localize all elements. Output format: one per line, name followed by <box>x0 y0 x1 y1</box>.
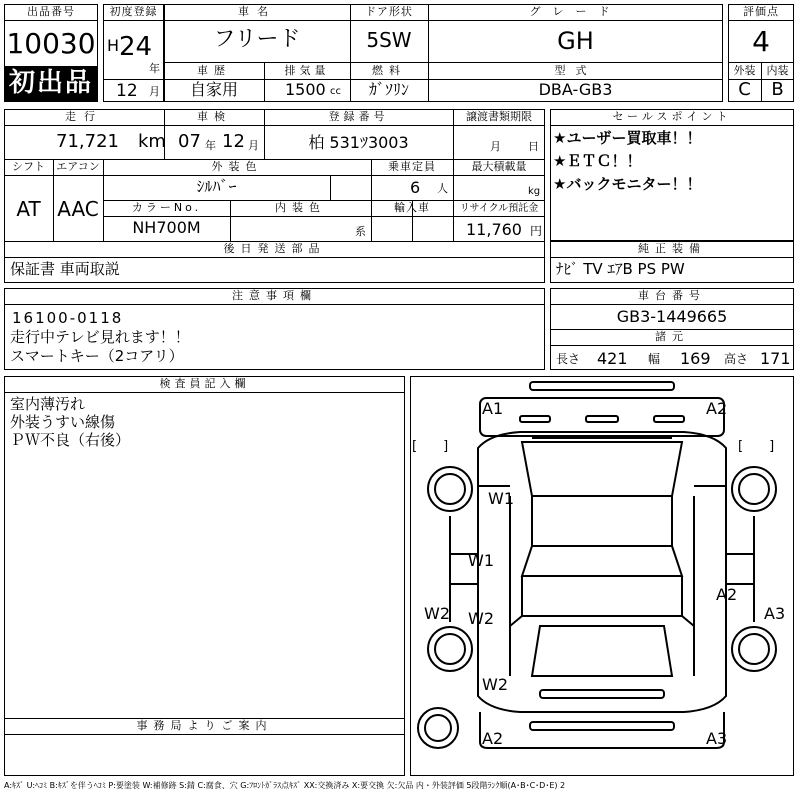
bracket-left: [ ] <box>412 439 449 454</box>
width: 169 <box>680 349 711 368</box>
legend: A:ｷｽﾞ U:ﾍｺﾐ B:ｷｽﾞを伴うﾍｺﾐ P:要塗装 W:補修跡 S:錆 C:腐食、穴 G:ﾌﾛﾝﾄｶﾞﾗｽ点ｷｽﾞ XX:交換済み X:要交換 欠:欠品 内・外装評価 5段階ﾗﾝｸ順(A･B･C･D･E) 2 <box>4 781 566 790</box>
insp-month-unit: 月 <box>248 139 259 152</box>
displacement-unit: cc <box>330 86 341 97</box>
mark-w2-side: W2 <box>424 604 450 623</box>
capacity-label: 乗車定員 <box>388 160 436 173</box>
later-parts-label: 後日発送部品 <box>223 242 326 255</box>
interior-grade: B <box>771 79 784 100</box>
sales-point-2: ★ＥＴＣ！！ <box>553 152 642 170</box>
shift-label: シフト <box>12 160 45 173</box>
inspector-label: 検査員記入欄 <box>159 377 250 390</box>
ac-label: エアコン <box>56 160 100 173</box>
mark-w2-rear-door: W2 <box>468 609 494 628</box>
color-number: NH700M <box>132 218 201 237</box>
insp-year-unit: 年 <box>205 139 216 152</box>
note-line-1: 16100-0118 <box>12 309 124 327</box>
later-parts: 保証書 車両取説 <box>10 260 120 278</box>
mark-a2-right: A2 <box>716 585 738 604</box>
transfer-label: 譲渡書類期限 <box>466 110 532 123</box>
color-no-label: カラーNo. <box>131 201 202 214</box>
mark-a1-front: A1 <box>482 399 504 418</box>
import-label: 輸入車 <box>394 201 430 214</box>
history: 自家用 <box>189 80 238 99</box>
mark-a2-front: A2 <box>706 399 728 418</box>
note-line-2: 走行中テレビ見れます！！ <box>10 328 190 346</box>
inspector-line-2: 外装うすい線傷 <box>10 413 116 431</box>
mileage-unit: km <box>138 131 166 152</box>
mark-a3-right: A3 <box>764 604 786 623</box>
mark-w1-hood: W1 <box>488 489 514 508</box>
exterior-color: ｼﾙﾊﾞｰ <box>196 177 237 196</box>
mark-w1-door: W1 <box>468 551 494 570</box>
exterior-label: 外装 <box>733 64 756 77</box>
equipment-label: 純正装備 <box>638 242 706 255</box>
inspection-label: 車検 <box>197 110 231 123</box>
shift: AT <box>16 197 41 221</box>
lot-number: 10030 <box>6 27 96 60</box>
color-label: 外装色 <box>211 160 263 173</box>
score: 4 <box>752 25 770 58</box>
length-label: 長さ <box>556 352 581 366</box>
equipment: ﾅﾋﾞ TV ｴｱB PS PW <box>556 260 685 278</box>
width-label: 幅 <box>648 352 661 366</box>
chassis-label: 車台番号 <box>638 289 706 302</box>
model: DBA-GB3 <box>538 80 613 99</box>
height-label: 高さ <box>724 352 749 366</box>
recycle-fee: 11,760 <box>466 220 522 239</box>
fuel: ｶﾞｿﾘﾝ <box>368 80 409 99</box>
reg-year: 24 <box>119 32 153 62</box>
model-label: 型式 <box>554 64 597 77</box>
exterior-grade: C <box>738 79 751 100</box>
mark-a3-rear: A3 <box>706 729 728 748</box>
length: 421 <box>597 349 628 368</box>
notes-label: 注意事項欄 <box>232 289 317 302</box>
grade-label: グレード <box>529 5 622 18</box>
mark-a2-rear: A2 <box>482 729 504 748</box>
car-name-label: 車名 <box>238 5 276 18</box>
transfer-month: 月 <box>490 140 501 153</box>
inspection-month: 12 <box>222 131 245 152</box>
sales-point-1: ★ユーザー買取車！！ <box>553 129 702 147</box>
mileage-label: 走行 <box>65 110 103 123</box>
recycle-unit: 円 <box>530 224 543 238</box>
interior-label: 内装 <box>766 64 789 77</box>
reg-no-label: 登録番号 <box>328 110 389 123</box>
month-unit: 月 <box>149 85 160 98</box>
sales-point-3: ★バックモニター！！ <box>553 175 702 193</box>
max-load-unit: kg <box>528 186 541 197</box>
era: H <box>107 36 120 55</box>
bracket-right: [ ] <box>738 439 775 454</box>
height: 171 <box>760 349 791 368</box>
capacity: 6 <box>410 178 421 197</box>
recycle-label: リサイクル預託金 <box>459 203 539 214</box>
transfer-day: 日 <box>528 140 539 153</box>
door-label: ドア形状 <box>365 5 413 18</box>
note-line-3: スマートキー（2コアリ） <box>10 347 184 365</box>
chassis-number: GB3-1449665 <box>616 307 728 326</box>
car-diagram <box>410 376 794 776</box>
lot-label: 出品番号 <box>27 5 75 18</box>
max-load-label: 最大積載量 <box>471 160 527 173</box>
fuel-label: 燃料 <box>372 64 406 77</box>
displacement-label: 排気量 <box>284 64 330 77</box>
inspector-line-3: ＰＷ不良（右後） <box>10 431 131 449</box>
registration-number: 柏 531ﾂ3003 <box>308 133 409 152</box>
air-conditioner: AAC <box>57 197 99 221</box>
year-unit: 年 <box>149 62 160 75</box>
car-name: フリード <box>213 27 301 52</box>
displacement: 1500 <box>285 80 326 99</box>
door-type: 5SW <box>366 28 412 52</box>
score-label: 評価点 <box>743 5 779 18</box>
specs-label: 諸元 <box>655 330 689 343</box>
int-color-label: 内装色 <box>275 201 326 214</box>
capacity-unit: 人 <box>437 182 448 195</box>
sales-point-label: セールスポイント <box>612 110 732 123</box>
office-label: 事務局よりご案内 <box>136 719 273 732</box>
mark-w2-quarter: W2 <box>482 675 508 694</box>
mileage: 71,721 <box>56 131 119 152</box>
inspection-year: 07 <box>178 131 201 152</box>
first-reg-label: 初度登録 <box>109 5 158 18</box>
history-label: 車歴 <box>197 64 231 77</box>
inspector-line-1: 室内薄汚れ <box>10 395 86 413</box>
grade: GH <box>557 27 594 55</box>
badge-text: 初出品 <box>8 68 93 98</box>
int-color-suffix: 系 <box>355 225 366 238</box>
reg-month: 12 <box>116 81 138 101</box>
